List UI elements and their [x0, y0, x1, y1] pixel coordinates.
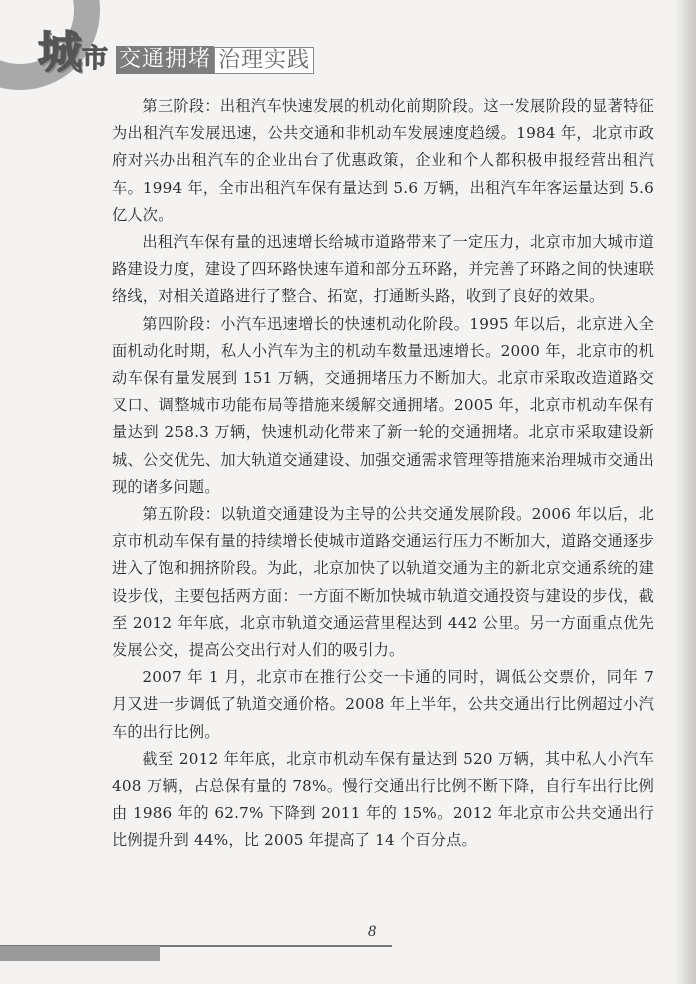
header-title-small: 市 — [82, 44, 109, 74]
paragraph-stage-five: 第五阶段：以轨道交通建设为主导的公共交通发展阶段。2006 年以后，北京市机动车保有量的持续增长使城市道路交通运行压力不断加大，道路交通逐步进入了饱和拥挤阶段。为此，北京加快了以轨道交通为主的新北京交通系统的建设步伐，主要包括两方面：一方面不断加快城市轨道交通投资与建设的步伐，截至 2012 年年底，北京市轨道交通运营里程达到 442 公里。另一方面重点优先发展公交，提高公交出行对人们的吸引力。 — [112, 505, 654, 660]
paragraph-road-pressure: 出租汽车保有量的迅速增长给城市道路带来了一定压力，北京市加大城市道路建设力度，建设了四环路快速车道和部分五环路，并完善了环路之间的快速联络线，对相关道路进行了整合、拓宽，打通断头路，收到了良好的效果。 — [112, 233, 654, 306]
paragraph-stage-four: 第四阶段：小汽车迅速增长的快速机动化阶段。1995 年以后，北京进入全面机动化时期，私人小汽车为主的机动车数量迅速增长。2000 年，北京市的机动车保有量发展到 151 万辆，交通拥堵压力不断加大。北京市采取改造道路交叉口、调整城市功能布局等措施来缓解交通拥堵。2005 年，北京市机动车保有量达到 258.3 万辆，快速机动化带来了新一轮的交通拥堵。北京市采取建设新城、公交优先、加大轨道交通建设、加强交通需求管理等措施来治理城市交通出现的诸多问题。 — [112, 314, 654, 496]
page-number: 8 — [368, 923, 376, 940]
running-header — [38, 26, 314, 76]
header-title-dark-box: 交通拥堵 — [116, 46, 214, 74]
paragraph-stage-three: 第三阶段：出租汽车快速发展的机动化前期阶段。这一发展阶段的显著特征为出租汽车发展迅速，公共交通和非机动车发展速度趋缓。1984 年，北京市政府对兴办出租汽车的企业出台了优惠政策，企业和个人都积极申报经营出租汽车。1994 年，全市出租汽车保有量达到 5.6 万辆，出租汽车年客运量达到 5.6 亿人次。 — [112, 97, 654, 224]
page-edge-shadow — [674, 0, 696, 984]
header-title-light-box: 治理实践 — [214, 47, 314, 74]
footer-bar — [0, 946, 160, 961]
body-text — [112, 93, 654, 855]
header-title-big: 城 — [38, 27, 80, 78]
paragraph-2012-stats: 截至 2012 年年底，北京市机动车保有量达到 520 万辆，其中私人小汽车 408 万辆，占总保有量的 78%。慢行交通出行比例不断下降，自行车出行比例由 1986 年的 62.7% 下降到 2011 年的 15%。2012 年北京市公共交通出行比例提升到 44%，比 2005 年提高了 14 个百分点。 — [112, 749, 654, 850]
paragraph-2007-fares: 2007 年 1 月，北京市在推行公交一卡通的同时，调低公交票价，同年 7 月又进一步调低了轨道交通价格。2008 年上半年，公共交通出行比例超过小汽车的出行比例。 — [112, 668, 654, 741]
